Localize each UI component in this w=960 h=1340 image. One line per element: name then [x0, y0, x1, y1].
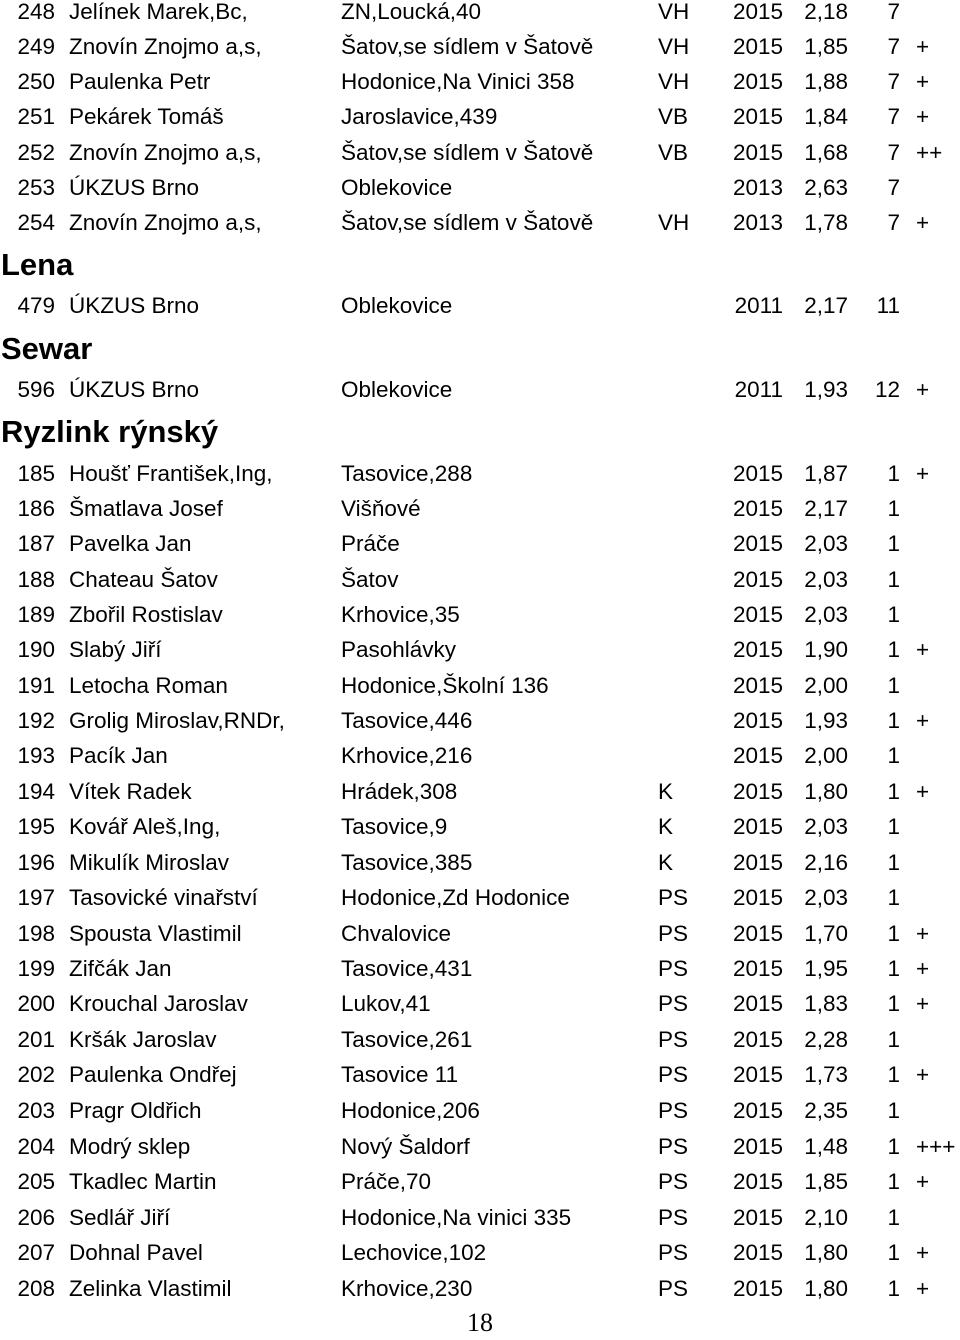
class-number: 1 — [887, 708, 900, 733]
table-row — [0, 171, 960, 205]
value: 1,68 — [804, 140, 848, 165]
class-number: 7 — [887, 210, 900, 235]
grower-location: Hrádek,308 — [341, 779, 458, 804]
table-row — [0, 289, 960, 323]
value: 1,48 — [804, 1134, 848, 1159]
class-number: 1 — [887, 1240, 900, 1265]
class-number: 1 — [887, 1276, 900, 1301]
grower-location: Tasovice 11 — [341, 1062, 459, 1087]
row-number: 199 — [17, 956, 55, 981]
category-code: PS — [658, 1276, 689, 1301]
class-number: 1 — [887, 496, 900, 521]
row-number: 206 — [17, 1205, 55, 1230]
harvest-year: 2015 — [732, 991, 783, 1016]
grower-location: Lukov,41 — [341, 991, 431, 1016]
grower-location: Tasovice,446 — [341, 708, 473, 733]
harvest-year: 2015 — [732, 1062, 783, 1087]
grower-name: Zelinka Vlastimil — [69, 1276, 232, 1301]
grower-name: Pekárek Tomáš — [69, 104, 224, 129]
class-number: 1 — [887, 673, 900, 698]
mark: + — [916, 461, 930, 486]
grower-name: Pavelka Jan — [69, 531, 192, 556]
table-row — [0, 492, 960, 526]
row-number: 205 — [17, 1169, 55, 1194]
row-number: 188 — [17, 567, 55, 592]
table-row — [0, 0, 960, 29]
grower-location: Višňové — [341, 496, 421, 521]
grower-name: ÚKZUS Brno — [69, 293, 200, 318]
harvest-year: 2013 — [732, 175, 783, 200]
class-number: 1 — [887, 461, 900, 486]
grower-location: Chvalovice — [341, 921, 452, 946]
page-number: 18 — [467, 1308, 493, 1337]
mark: + — [916, 991, 930, 1016]
row-number: 185 — [17, 461, 55, 486]
table-row — [0, 136, 960, 170]
harvest-year: 2015 — [732, 1098, 783, 1123]
table-row — [0, 1130, 960, 1164]
class-number: 7 — [887, 0, 900, 24]
harvest-year: 2015 — [732, 1205, 783, 1230]
harvest-year: 2015 — [732, 779, 783, 804]
category-code: VB — [658, 104, 689, 129]
mark: + — [916, 34, 930, 59]
grower-name: Znovín Znojmo a,s, — [69, 34, 262, 59]
grower-location: Pasohlávky — [341, 637, 457, 662]
value: 2,10 — [804, 1205, 848, 1230]
grower-name: Krouchal Jaroslav — [69, 991, 248, 1016]
class-number: 1 — [887, 956, 900, 981]
class-number: 1 — [887, 637, 900, 662]
grower-name: Pacík Jan — [69, 743, 168, 768]
category-code: PS — [658, 1134, 689, 1159]
class-number: 1 — [887, 921, 900, 946]
mark: ++ — [916, 140, 943, 165]
table-row — [0, 1272, 960, 1306]
mark: + — [916, 1062, 930, 1087]
class-number: 1 — [887, 1098, 900, 1123]
grower-name: Znovín Znojmo a,s, — [69, 140, 262, 165]
grower-name: Houšť František,Ing, — [69, 461, 273, 486]
grower-location: Tasovice,385 — [341, 850, 473, 875]
grower-location: Práče,70 — [341, 1169, 432, 1194]
class-number: 7 — [887, 104, 900, 129]
class-number: 1 — [887, 991, 900, 1016]
grower-name: Zbořil Rostislav — [69, 602, 223, 627]
row-number: 479 — [17, 293, 55, 318]
grower-name: ÚKZUS Brno — [69, 175, 200, 200]
grower-name: Spousta Vlastimil — [69, 921, 242, 946]
table-row — [0, 1023, 960, 1057]
value: 1,93 — [804, 708, 848, 733]
grower-location: Tasovice,9 — [341, 814, 448, 839]
harvest-year: 2015 — [732, 104, 783, 129]
value: 1,85 — [804, 1169, 848, 1194]
grower-location: Jaroslavice,439 — [341, 104, 498, 129]
grower-name: Sedlář Jiří — [69, 1205, 171, 1230]
class-number: 7 — [887, 175, 900, 200]
table-row — [0, 952, 960, 986]
grower-location: Tasovice,431 — [341, 956, 473, 981]
category-code: K — [658, 850, 674, 875]
harvest-year: 2015 — [732, 461, 783, 486]
grower-name: Chateau Šatov — [69, 567, 218, 592]
table-row — [0, 527, 960, 561]
class-number: 1 — [887, 1027, 900, 1052]
class-number: 1 — [887, 531, 900, 556]
grower-name: Jelínek Marek,Bc, — [69, 0, 248, 24]
grower-name: Zifčák Jan — [69, 956, 172, 981]
category-code: VH — [658, 210, 690, 235]
value: 1,93 — [804, 377, 848, 402]
value: 2,28 — [804, 1027, 848, 1052]
table-row — [0, 881, 960, 915]
category-code: PS — [658, 1240, 689, 1265]
value: 2,03 — [804, 531, 848, 556]
row-number: 249 — [17, 34, 55, 59]
value: 2,03 — [804, 602, 848, 627]
harvest-year: 2015 — [732, 1276, 783, 1301]
grower-name: Paulenka Petr — [69, 69, 211, 94]
row-number: 254 — [17, 210, 55, 235]
value: 2,03 — [804, 885, 848, 910]
mark: + — [916, 921, 930, 946]
grower-location: Hodonice,Na Vinici 358 — [341, 69, 575, 94]
harvest-year: 2015 — [732, 921, 783, 946]
table-row — [0, 598, 960, 632]
table-row — [0, 100, 960, 134]
section-heading: Ryzlink rýnský — [1, 414, 219, 449]
table-row — [0, 1201, 960, 1235]
value: 1,73 — [804, 1062, 848, 1087]
value: 1,80 — [804, 1276, 848, 1301]
class-number: 1 — [887, 1205, 900, 1230]
value: 1,78 — [804, 210, 848, 235]
grower-location: Tasovice,261 — [341, 1027, 473, 1052]
row-number: 203 — [17, 1098, 55, 1123]
grower-location: Šatov — [341, 567, 399, 592]
value: 2,00 — [804, 743, 848, 768]
mark: + — [916, 1240, 930, 1265]
grower-location: Oblekovice — [341, 293, 453, 318]
harvest-year: 2011 — [734, 377, 783, 402]
category-code: PS — [658, 956, 689, 981]
class-number: 1 — [887, 814, 900, 839]
grower-location: Oblekovice — [341, 175, 453, 200]
grower-name: Slabý Jiří — [69, 637, 162, 662]
class-number: 1 — [887, 850, 900, 875]
harvest-year: 2015 — [732, 531, 783, 556]
row-number: 252 — [17, 140, 55, 165]
grower-name: Tasovické vinařství — [69, 885, 258, 910]
row-number: 192 — [17, 708, 55, 733]
table-row — [0, 457, 960, 491]
row-number: 193 — [17, 743, 55, 768]
grower-location: Práče — [341, 531, 400, 556]
grower-location: Šatov,se sídlem v Šatově — [341, 140, 594, 165]
table-row — [0, 1236, 960, 1270]
value: 2,17 — [804, 293, 848, 318]
harvest-year: 2015 — [732, 1240, 783, 1265]
class-number: 11 — [876, 293, 900, 318]
grower-name: Letocha Roman — [69, 673, 228, 698]
grower-name: Paulenka Ondřej — [69, 1062, 237, 1087]
harvest-year: 2015 — [732, 673, 783, 698]
class-number: 7 — [887, 140, 900, 165]
grower-name: Mikulík Miroslav — [69, 850, 230, 875]
grower-name: Grolig Miroslav,RNDr, — [69, 708, 285, 733]
class-number: 7 — [887, 34, 900, 59]
class-number: 1 — [887, 602, 900, 627]
table-row — [0, 987, 960, 1021]
category-code: VH — [658, 34, 690, 59]
row-number: 250 — [17, 69, 55, 94]
value: 2,35 — [804, 1098, 848, 1123]
class-number: 1 — [887, 885, 900, 910]
row-number: 197 — [17, 885, 55, 910]
class-number: 1 — [887, 779, 900, 804]
grower-name: Vítek Radek — [69, 779, 192, 804]
mark: +++ — [916, 1134, 956, 1159]
grower-location: Hodonice,Školní 136 — [341, 673, 549, 698]
table-row — [0, 739, 960, 773]
category-code: PS — [658, 885, 689, 910]
table-row — [0, 563, 960, 597]
grower-name: Kršák Jaroslav — [69, 1027, 217, 1052]
value: 1,84 — [804, 104, 848, 129]
harvest-year: 2015 — [732, 69, 783, 94]
value: 2,00 — [804, 673, 848, 698]
row-number: 248 — [17, 0, 55, 24]
grower-location: Krhovice,230 — [341, 1276, 473, 1301]
value: 1,80 — [804, 1240, 848, 1265]
value: 2,03 — [804, 814, 848, 839]
category-code: PS — [658, 1027, 689, 1052]
category-code: PS — [658, 1062, 689, 1087]
section-heading: Sewar — [1, 331, 93, 366]
value: 2,18 — [804, 0, 848, 24]
table-row — [0, 704, 960, 738]
value: 1,80 — [804, 779, 848, 804]
table-row — [0, 633, 960, 667]
row-number: 191 — [17, 673, 55, 698]
harvest-year: 2015 — [732, 34, 783, 59]
row-number: 196 — [17, 850, 55, 875]
table-row — [0, 775, 960, 809]
class-number: 1 — [887, 1169, 900, 1194]
mark: + — [916, 104, 930, 129]
category-code: K — [658, 779, 674, 804]
class-number: 1 — [887, 1062, 900, 1087]
row-number: 189 — [17, 602, 55, 627]
category-code: VH — [658, 0, 690, 24]
harvest-year: 2015 — [732, 743, 783, 768]
row-number: 198 — [17, 921, 55, 946]
class-number: 7 — [887, 69, 900, 94]
table-row — [0, 846, 960, 880]
grower-location: Krhovice,216 — [341, 743, 473, 768]
row-number: 190 — [17, 637, 55, 662]
mark: + — [916, 377, 930, 402]
mark: + — [916, 956, 930, 981]
value: 2,17 — [804, 496, 848, 521]
harvest-year: 2015 — [732, 814, 783, 839]
value: 2,63 — [804, 175, 848, 200]
table-row — [0, 810, 960, 844]
grower-location: Hodonice,Zd Hodonice — [341, 885, 570, 910]
row-number: 200 — [17, 991, 55, 1016]
grower-location: Lechovice,102 — [341, 1240, 487, 1265]
mark: + — [916, 779, 930, 804]
harvest-year: 2015 — [732, 956, 783, 981]
table-row — [0, 373, 960, 407]
row-number: 596 — [17, 377, 55, 402]
harvest-year: 2015 — [732, 1134, 783, 1159]
harvest-year: 2015 — [732, 1169, 783, 1194]
grower-name: ÚKZUS Brno — [69, 377, 200, 402]
grower-name: Pragr Oldřich — [69, 1098, 202, 1123]
mark: + — [916, 637, 930, 662]
harvest-year: 2015 — [732, 1027, 783, 1052]
mark: + — [916, 210, 930, 235]
grower-name: Dohnal Pavel — [69, 1240, 203, 1265]
section-heading: Lena — [1, 247, 74, 282]
row-number: 202 — [17, 1062, 55, 1087]
harvest-year: 2011 — [734, 293, 783, 318]
row-number: 207 — [17, 1240, 55, 1265]
table-row — [0, 1058, 960, 1092]
row-number: 253 — [17, 175, 55, 200]
row-number: 251 — [17, 104, 55, 129]
grower-location: Šatov,se sídlem v Šatově — [341, 34, 594, 59]
value: 1,95 — [804, 956, 848, 981]
class-number: 1 — [887, 743, 900, 768]
category-code: PS — [658, 991, 689, 1016]
grower-location: Hodonice,Na vinici 335 — [341, 1205, 572, 1230]
grower-location: Krhovice,35 — [341, 602, 460, 627]
category-code: PS — [658, 1169, 689, 1194]
value: 1,70 — [804, 921, 848, 946]
harvest-year: 2013 — [732, 210, 783, 235]
mark: + — [916, 69, 930, 94]
grower-name: Tkadlec Martin — [69, 1169, 217, 1194]
value: 2,16 — [804, 850, 848, 875]
mark: + — [916, 708, 930, 733]
grower-name: Znovín Znojmo a,s, — [69, 210, 262, 235]
mark: + — [916, 1169, 930, 1194]
row-number: 204 — [17, 1134, 55, 1159]
grower-location: Šatov,se sídlem v Šatově — [341, 210, 594, 235]
value: 1,85 — [804, 34, 848, 59]
grower-name: Kovář Aleš,Ing, — [69, 814, 221, 839]
grower-location: Hodonice,206 — [341, 1098, 480, 1123]
grower-location: Oblekovice — [341, 377, 453, 402]
harvest-year: 2015 — [732, 602, 783, 627]
grower-name: Šmatlava Josef — [69, 496, 223, 521]
mark: + — [916, 1276, 930, 1301]
table-row — [0, 206, 960, 240]
harvest-year: 2015 — [732, 140, 783, 165]
row-number: 194 — [17, 779, 55, 804]
harvest-year: 2015 — [732, 850, 783, 875]
harvest-year: 2015 — [732, 708, 783, 733]
harvest-year: 2015 — [732, 496, 783, 521]
value: 1,88 — [804, 69, 848, 94]
category-code: PS — [658, 1205, 689, 1230]
category-code: VB — [658, 140, 689, 165]
class-number: 1 — [887, 1134, 900, 1159]
harvest-year: 2015 — [732, 567, 783, 592]
row-number: 208 — [17, 1276, 55, 1301]
class-number: 12 — [874, 377, 900, 402]
grower-name: Modrý sklep — [69, 1134, 191, 1159]
category-code: VH — [658, 69, 690, 94]
class-number: 1 — [887, 567, 900, 592]
harvest-year: 2015 — [732, 0, 783, 24]
row-number: 186 — [17, 496, 55, 521]
value: 1,87 — [804, 461, 848, 486]
category-code: PS — [658, 1098, 689, 1123]
table-row — [0, 30, 960, 64]
value: 2,03 — [804, 567, 848, 592]
value: 1,83 — [804, 991, 848, 1016]
table-row — [0, 1165, 960, 1199]
table-row — [0, 65, 960, 99]
grower-location: ZN,Loucká,40 — [341, 0, 482, 24]
category-code: K — [658, 814, 674, 839]
table-row — [0, 1094, 960, 1128]
table-row — [0, 669, 960, 703]
grower-location: Nový Šaldorf — [341, 1134, 470, 1159]
row-number: 195 — [17, 814, 55, 839]
row-number: 201 — [17, 1027, 55, 1052]
harvest-year: 2015 — [732, 885, 783, 910]
row-number: 187 — [17, 531, 55, 556]
grower-location: Tasovice,288 — [341, 461, 473, 486]
harvest-year: 2015 — [732, 637, 783, 662]
category-code: PS — [658, 921, 689, 946]
table-row — [0, 917, 960, 951]
value: 1,90 — [804, 637, 848, 662]
